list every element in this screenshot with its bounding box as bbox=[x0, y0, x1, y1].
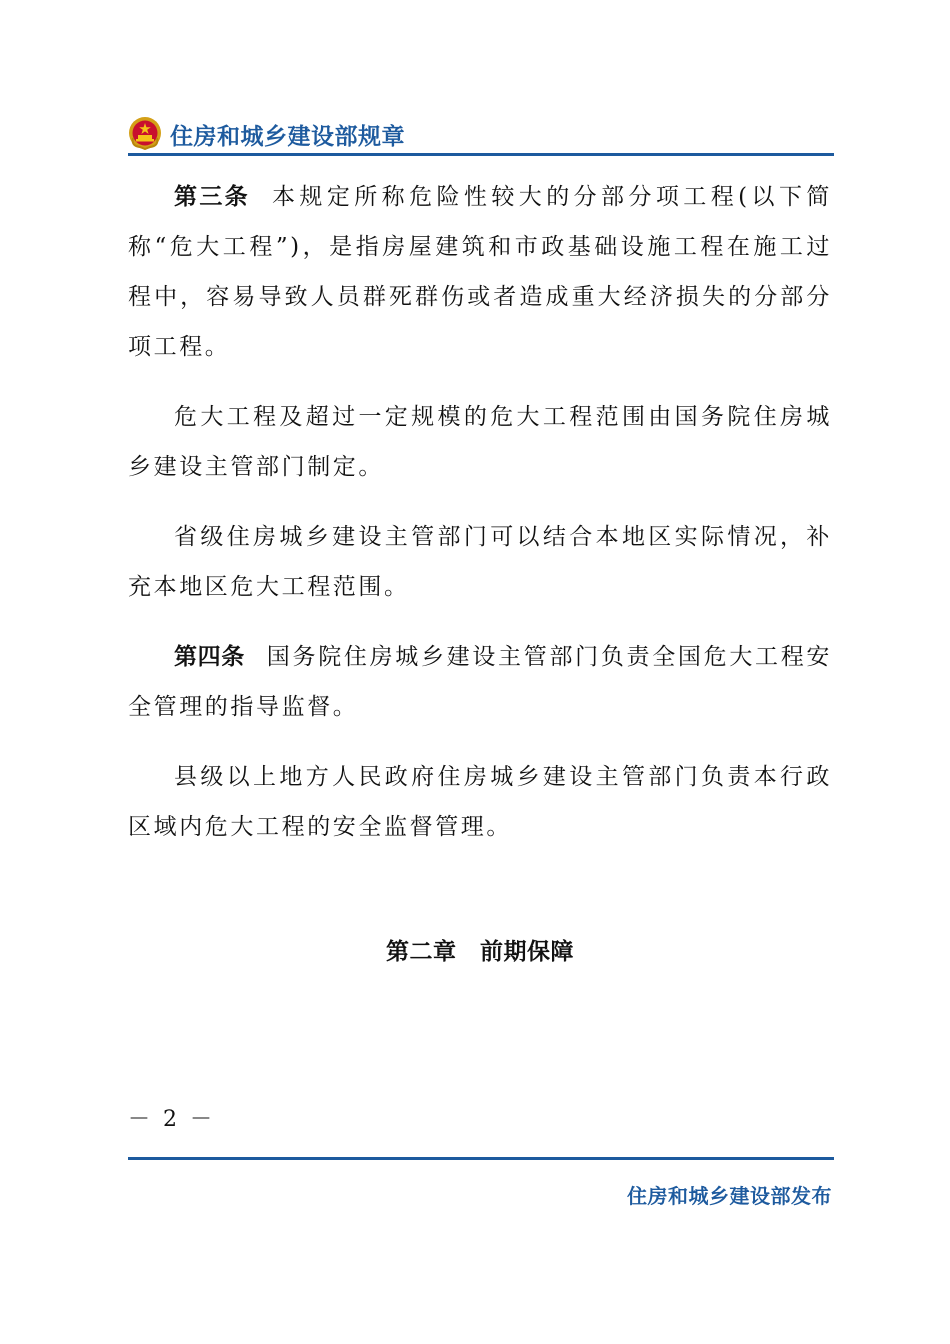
paragraph-article-3 bbox=[128, 172, 832, 372]
national-emblem-icon bbox=[128, 116, 162, 150]
footer-divider bbox=[128, 1157, 834, 1160]
paragraph-article-4 bbox=[128, 632, 832, 732]
paragraph: 危大工程及超过一定规模的危大工程范围由国务院住房城乡建设主管部门制定。 bbox=[128, 404, 832, 480]
chapter-heading: 第二章 前期保障 bbox=[386, 939, 574, 965]
article-number: 第三条 bbox=[174, 184, 250, 210]
paragraph: 省级住房城乡建设主管部门可以结合本地区实际情况，补充本地区危大工程范围。 bbox=[128, 524, 832, 600]
footer-publisher: 住房和城乡建设部发布 bbox=[627, 1184, 832, 1208]
paragraph: 县级以上地方人民政府住房城乡建设主管部门负责本行政区域内危大工程的安全监督管理。 bbox=[128, 764, 832, 840]
document-body bbox=[128, 172, 832, 852]
header-title: 住房和城乡建设部规章 bbox=[170, 124, 405, 150]
paragraph-text: 国务院住房城乡建设主管部门负责全国危大工程安全管理的指导监督。 bbox=[128, 644, 833, 720]
header-divider bbox=[128, 153, 834, 156]
page-header bbox=[128, 112, 834, 156]
paragraph-text: 本规定所称危险性较大的分部分项工程(以下简称“危大工程”)，是指房屋建筑和市政基础设施工程在施工过程中，容易导致人员群死群伤或者造成重大经济损失的分部分项工程。 bbox=[128, 184, 832, 360]
page-number: － 2 － bbox=[128, 1107, 215, 1132]
article-number: 第四条 bbox=[174, 644, 245, 670]
